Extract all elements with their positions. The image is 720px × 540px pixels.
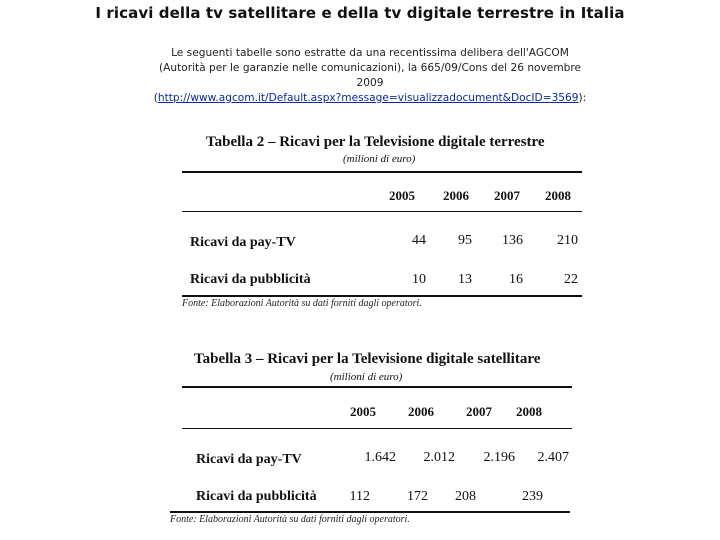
- table-2-cell: 22: [564, 272, 578, 287]
- table-2-cell: 210: [557, 233, 578, 248]
- table-3-year-header: 2005: [350, 404, 376, 419]
- table-3-cell: 2.196: [483, 450, 515, 465]
- table-2-year-header: 2008: [545, 188, 571, 203]
- intro-line-1: Le seguenti tabelle sono estratte da una recentissima delibera dell'AGCOM: [171, 47, 569, 59]
- table-3-unit: (milioni di euro): [330, 371, 403, 383]
- table-2-cell: 13: [458, 272, 472, 287]
- table-2-row-label: Ricavi da pay-TV: [190, 235, 296, 250]
- table-3-row-label: Ricavi da pubblicità: [196, 489, 317, 504]
- table-2-source: Fonte: Elaborazioni Autorità su dati forniti dagli operatori.: [182, 298, 422, 309]
- table-3-header-rule: [182, 428, 572, 429]
- table-2-cell: 136: [502, 233, 523, 248]
- table-2-year-header: 2006: [443, 188, 469, 203]
- table-3-row-label: Ricavi da pay-TV: [196, 452, 302, 467]
- table-3-title: Tabella 3 – Ricavi per la Televisione digitale satellitare: [194, 351, 541, 367]
- page-title: I ricavi della tv satellitare e della tv digitale terrestre in Italia: [95, 4, 625, 22]
- table-3-cell: 112: [349, 489, 370, 504]
- intro-text: [150, 46, 590, 106]
- table-2-year-header: 2005: [389, 188, 415, 203]
- table-3-year-header: 2007: [466, 404, 492, 419]
- table-2-year-header: 2007: [494, 188, 520, 203]
- table-3-source: Fonte: Elaborazioni Autorità su dati forniti dagli operatori.: [170, 514, 410, 525]
- table-2-cell: 16: [509, 272, 523, 287]
- table-2-cell: 10: [412, 272, 426, 287]
- table-3-cell: 2.012: [423, 450, 455, 465]
- table-2-unit: (milioni di euro): [343, 153, 416, 165]
- table-3-top-rule: [182, 386, 572, 388]
- table-3-cell: 1.642: [364, 450, 396, 465]
- table-2-title: Tabella 2 – Ricavi per la Televisione digitale terrestre: [206, 134, 545, 150]
- table-2-bottom-rule: [182, 295, 582, 297]
- table-3-year-header: 2008: [516, 404, 542, 419]
- table-2-top-rule: [182, 171, 582, 173]
- table-3-cell: 208: [455, 489, 476, 504]
- table-2-header-rule: [182, 211, 582, 212]
- table-3-year-header: 2006: [408, 404, 434, 419]
- table-2-cell: 44: [412, 233, 426, 248]
- table-2-row-label: Ricavi da pubblicità: [190, 272, 311, 287]
- table-2-cell: 95: [458, 233, 472, 248]
- agcom-link[interactable]: http://www.agcom.it/Default.aspx?message=visualizzadocument&DocID=3569: [157, 92, 579, 104]
- table-3-bottom-rule: [170, 511, 570, 513]
- table-3-cell: 239: [522, 489, 543, 504]
- intro-line-2: (Autorità per le garanzie nelle comunicazioni), la 665/09/Cons del 26 novembre 2009: [158, 62, 582, 89]
- table-3-cell: 172: [407, 489, 428, 504]
- intro-line-3: (http://www.agcom.it/Default.aspx?message=visualizzadocument&DocID=3569):: [153, 92, 587, 104]
- table-3-cell: 2.407: [537, 450, 569, 465]
